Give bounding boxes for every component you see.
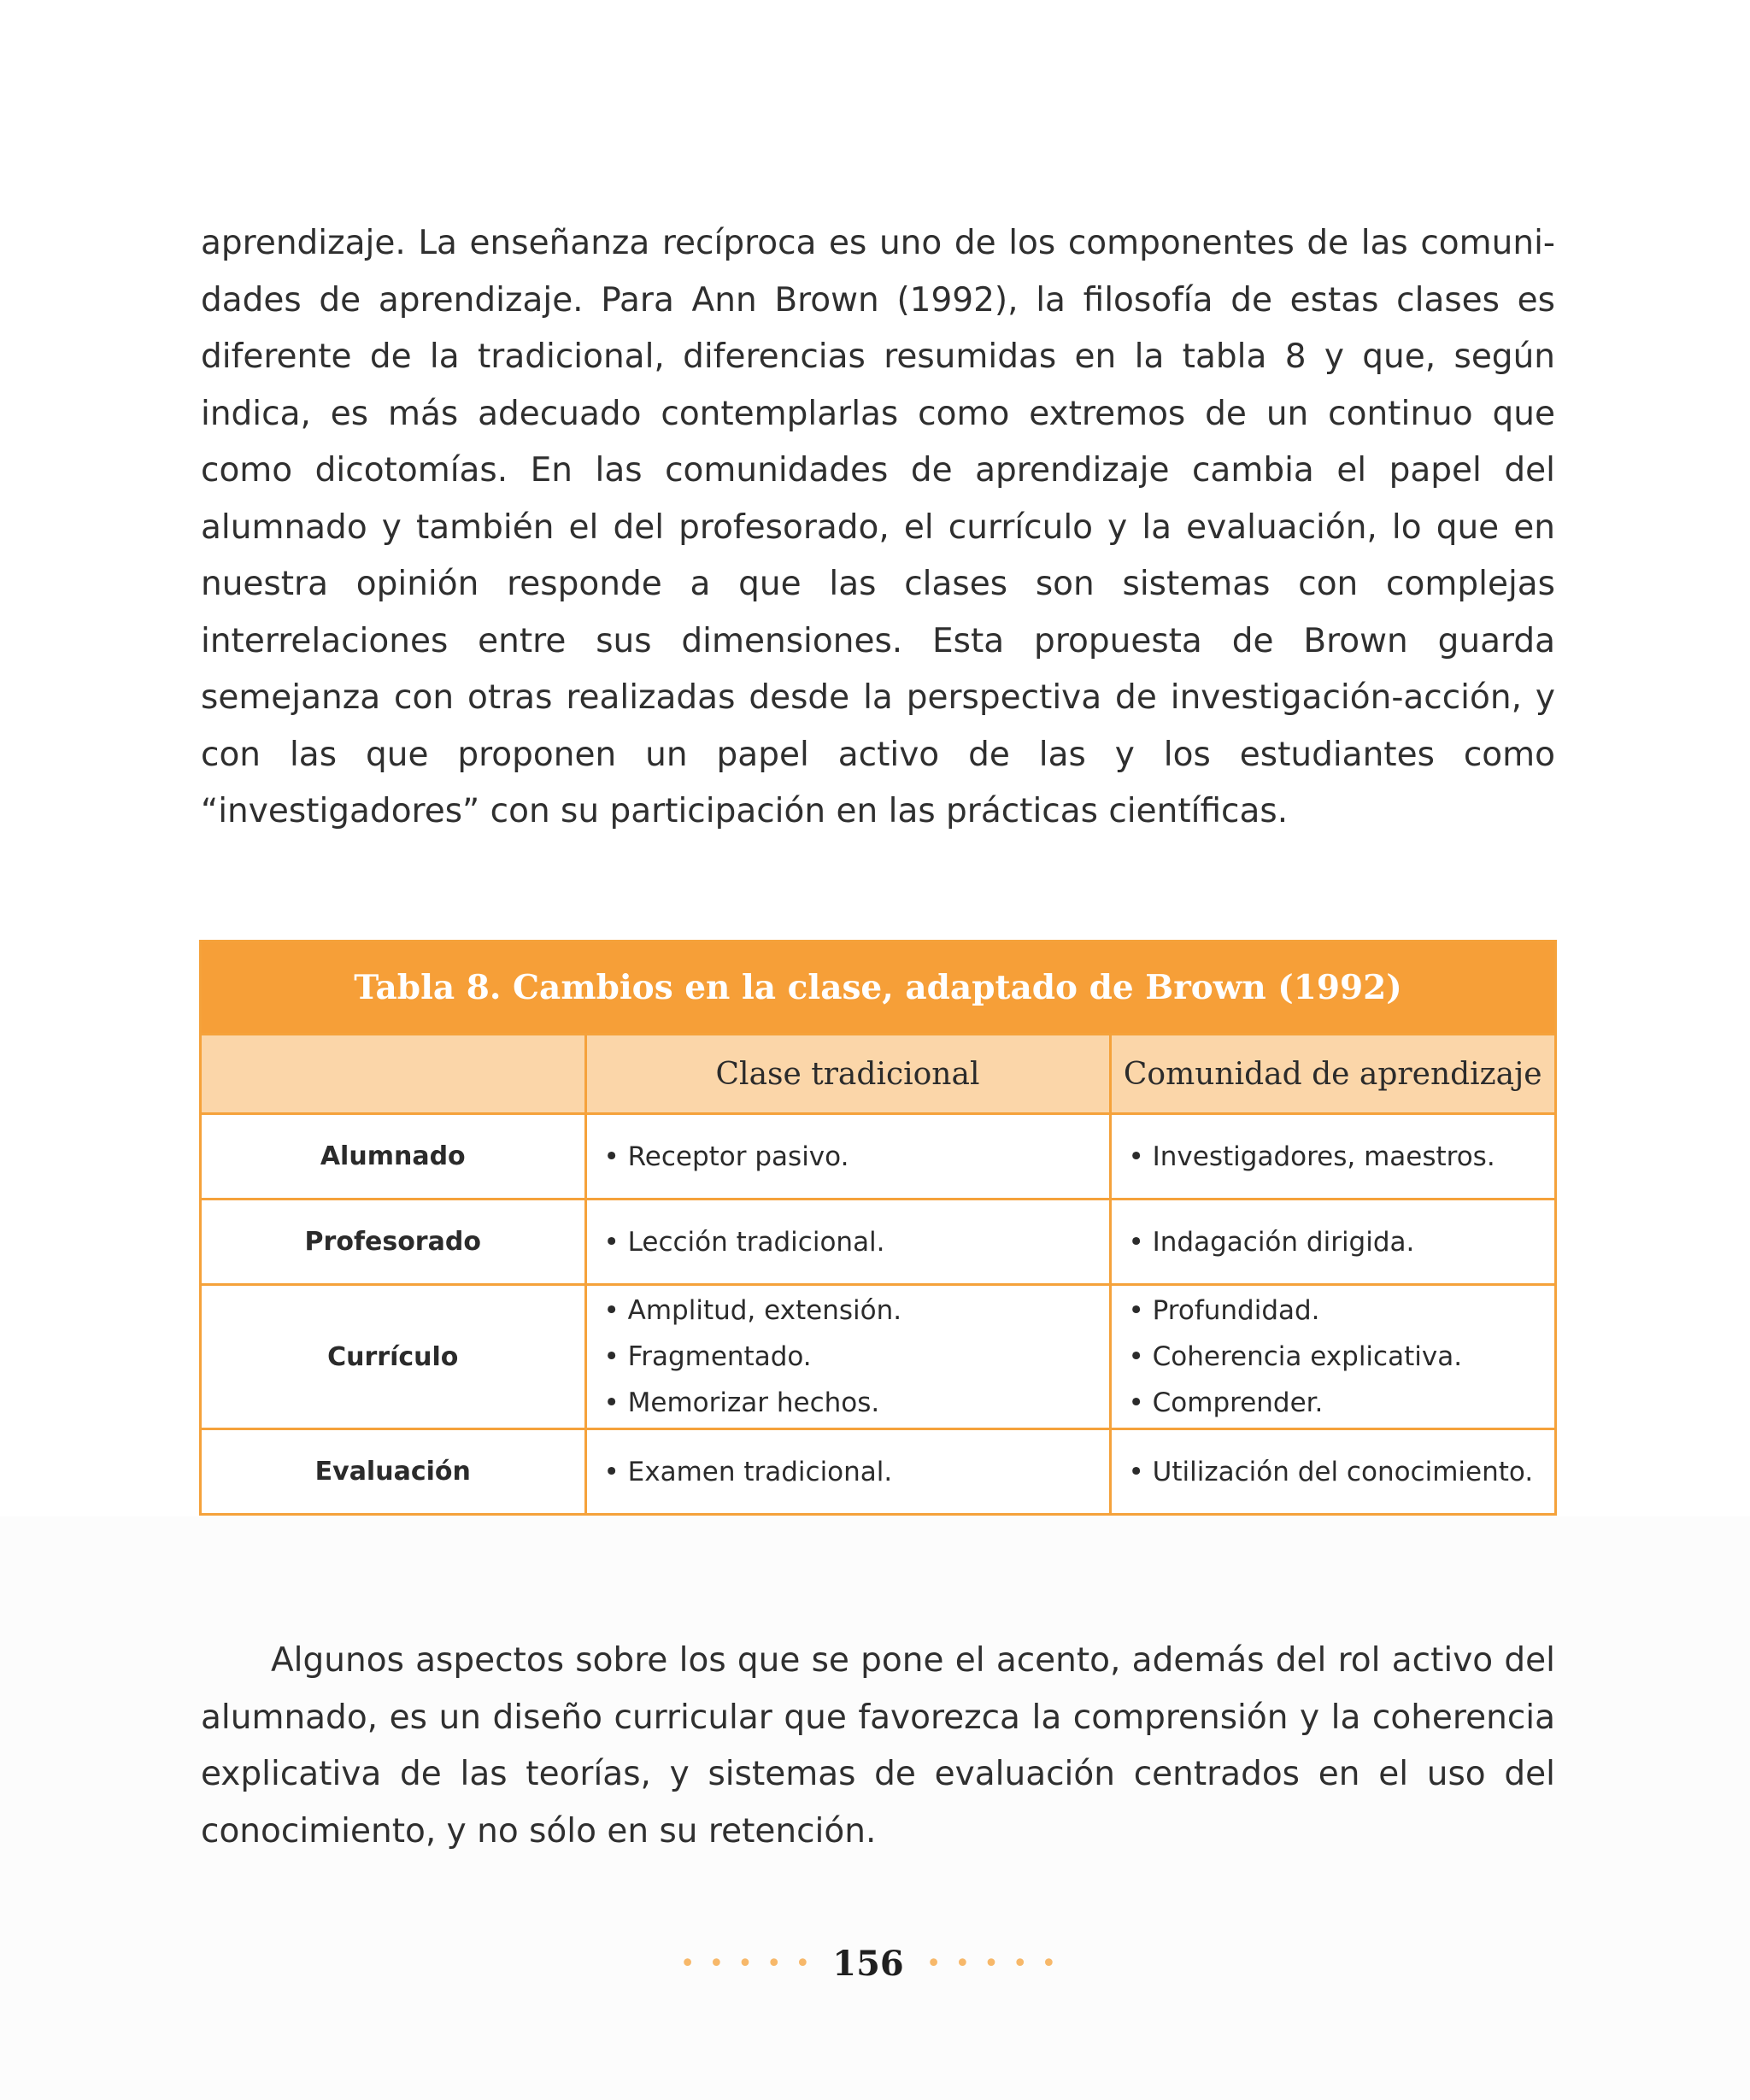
list-item: • Coherencia explicativa. [1129, 1334, 1555, 1380]
list-item: • Comprender. [1129, 1380, 1555, 1426]
list-item: • Investigadores, maestros. [1129, 1134, 1555, 1180]
list-item: • Lección tradicional. [604, 1219, 1109, 1265]
decorative-dots-right: ••••• [925, 1949, 1071, 1979]
community-cell [1110, 1285, 1554, 1429]
table-header-row [202, 1035, 1554, 1114]
body-paragraph-1: aprendizaje. La enseñanza recíproca es uno de los componentes de las comunidades de aprendizaje. Para Ann Brown (1992), la filosofía de estas clases es diferente de la tradicional, diferencias resumidas en la tabla 8 y que, según indica, es más adecuado contemplarlas como extremos de un continuo que como dicotomías. En las comunidades de aprendizaje cambia el papel del alumnado y también el del profesorado, el currículo y la evaluación, lo que en nuestra opinión responde a que las clases son sistemas con complejas interrelaciones entre sus dimensiones. Esta propuesta de Brown guarda semejanza con otras realizadas desde la perspectiva de investigación-acción, y con las que proponen un papel activo de las y los estudiantes como “investigadores” con su participación en las prácticas científicas. [201, 224, 1555, 830]
row-label: Profesorado [202, 1200, 585, 1285]
table-row [202, 1429, 1554, 1514]
community-cell [1110, 1200, 1554, 1285]
header-learning-community: Comunidad de aprendizaje [1110, 1035, 1554, 1114]
traditional-cell [585, 1114, 1110, 1200]
list-item: • Examen tradicional. [604, 1449, 1109, 1495]
list-item: • Utilización del conocimiento. [1129, 1449, 1555, 1495]
table-title: Tabla 8. Cambios en la clase, adaptado de Brown (1992) [202, 942, 1554, 1035]
community-cell [1110, 1429, 1554, 1514]
traditional-cell [585, 1429, 1110, 1514]
table-row [202, 1114, 1554, 1200]
list-item: • Indagación dirigida. [1129, 1219, 1555, 1265]
list-item: • Fragmentado. [604, 1334, 1109, 1380]
header-empty-cell [202, 1035, 585, 1114]
row-label: Evaluación [202, 1429, 585, 1514]
comparison-table [199, 940, 1557, 1516]
header-traditional-class: Clase tradicional [585, 1035, 1110, 1114]
traditional-cell [585, 1200, 1110, 1285]
decorative-dots-left: ••••• [679, 1949, 825, 1979]
community-cell [1110, 1114, 1554, 1200]
list-item: • Receptor pasivo. [604, 1134, 1109, 1180]
table-row [202, 1285, 1554, 1429]
list-item: • Amplitud, extensión. [604, 1288, 1109, 1334]
page-footer [0, 1944, 1750, 1984]
list-item: • Memorizar hechos. [604, 1380, 1109, 1426]
list-item: • Profundidad. [1129, 1288, 1555, 1334]
row-label: Currículo [202, 1285, 585, 1429]
body-paragraph-2: Algunos aspectos sobre los que se pone el acento, además del rol activo del alumnado, es un diseño curricular que favorezca la comprensión y la coherencia explicativa de las teorías, y sistemas de evaluación centrados en el uso del conocimiento, y no sólo en su retención. [201, 1641, 1555, 1851]
row-label: Alumnado [202, 1114, 585, 1200]
table-row [202, 1200, 1554, 1285]
page-number: 156 [832, 1944, 904, 1984]
table-grid [202, 1035, 1554, 1513]
traditional-cell [585, 1285, 1110, 1429]
